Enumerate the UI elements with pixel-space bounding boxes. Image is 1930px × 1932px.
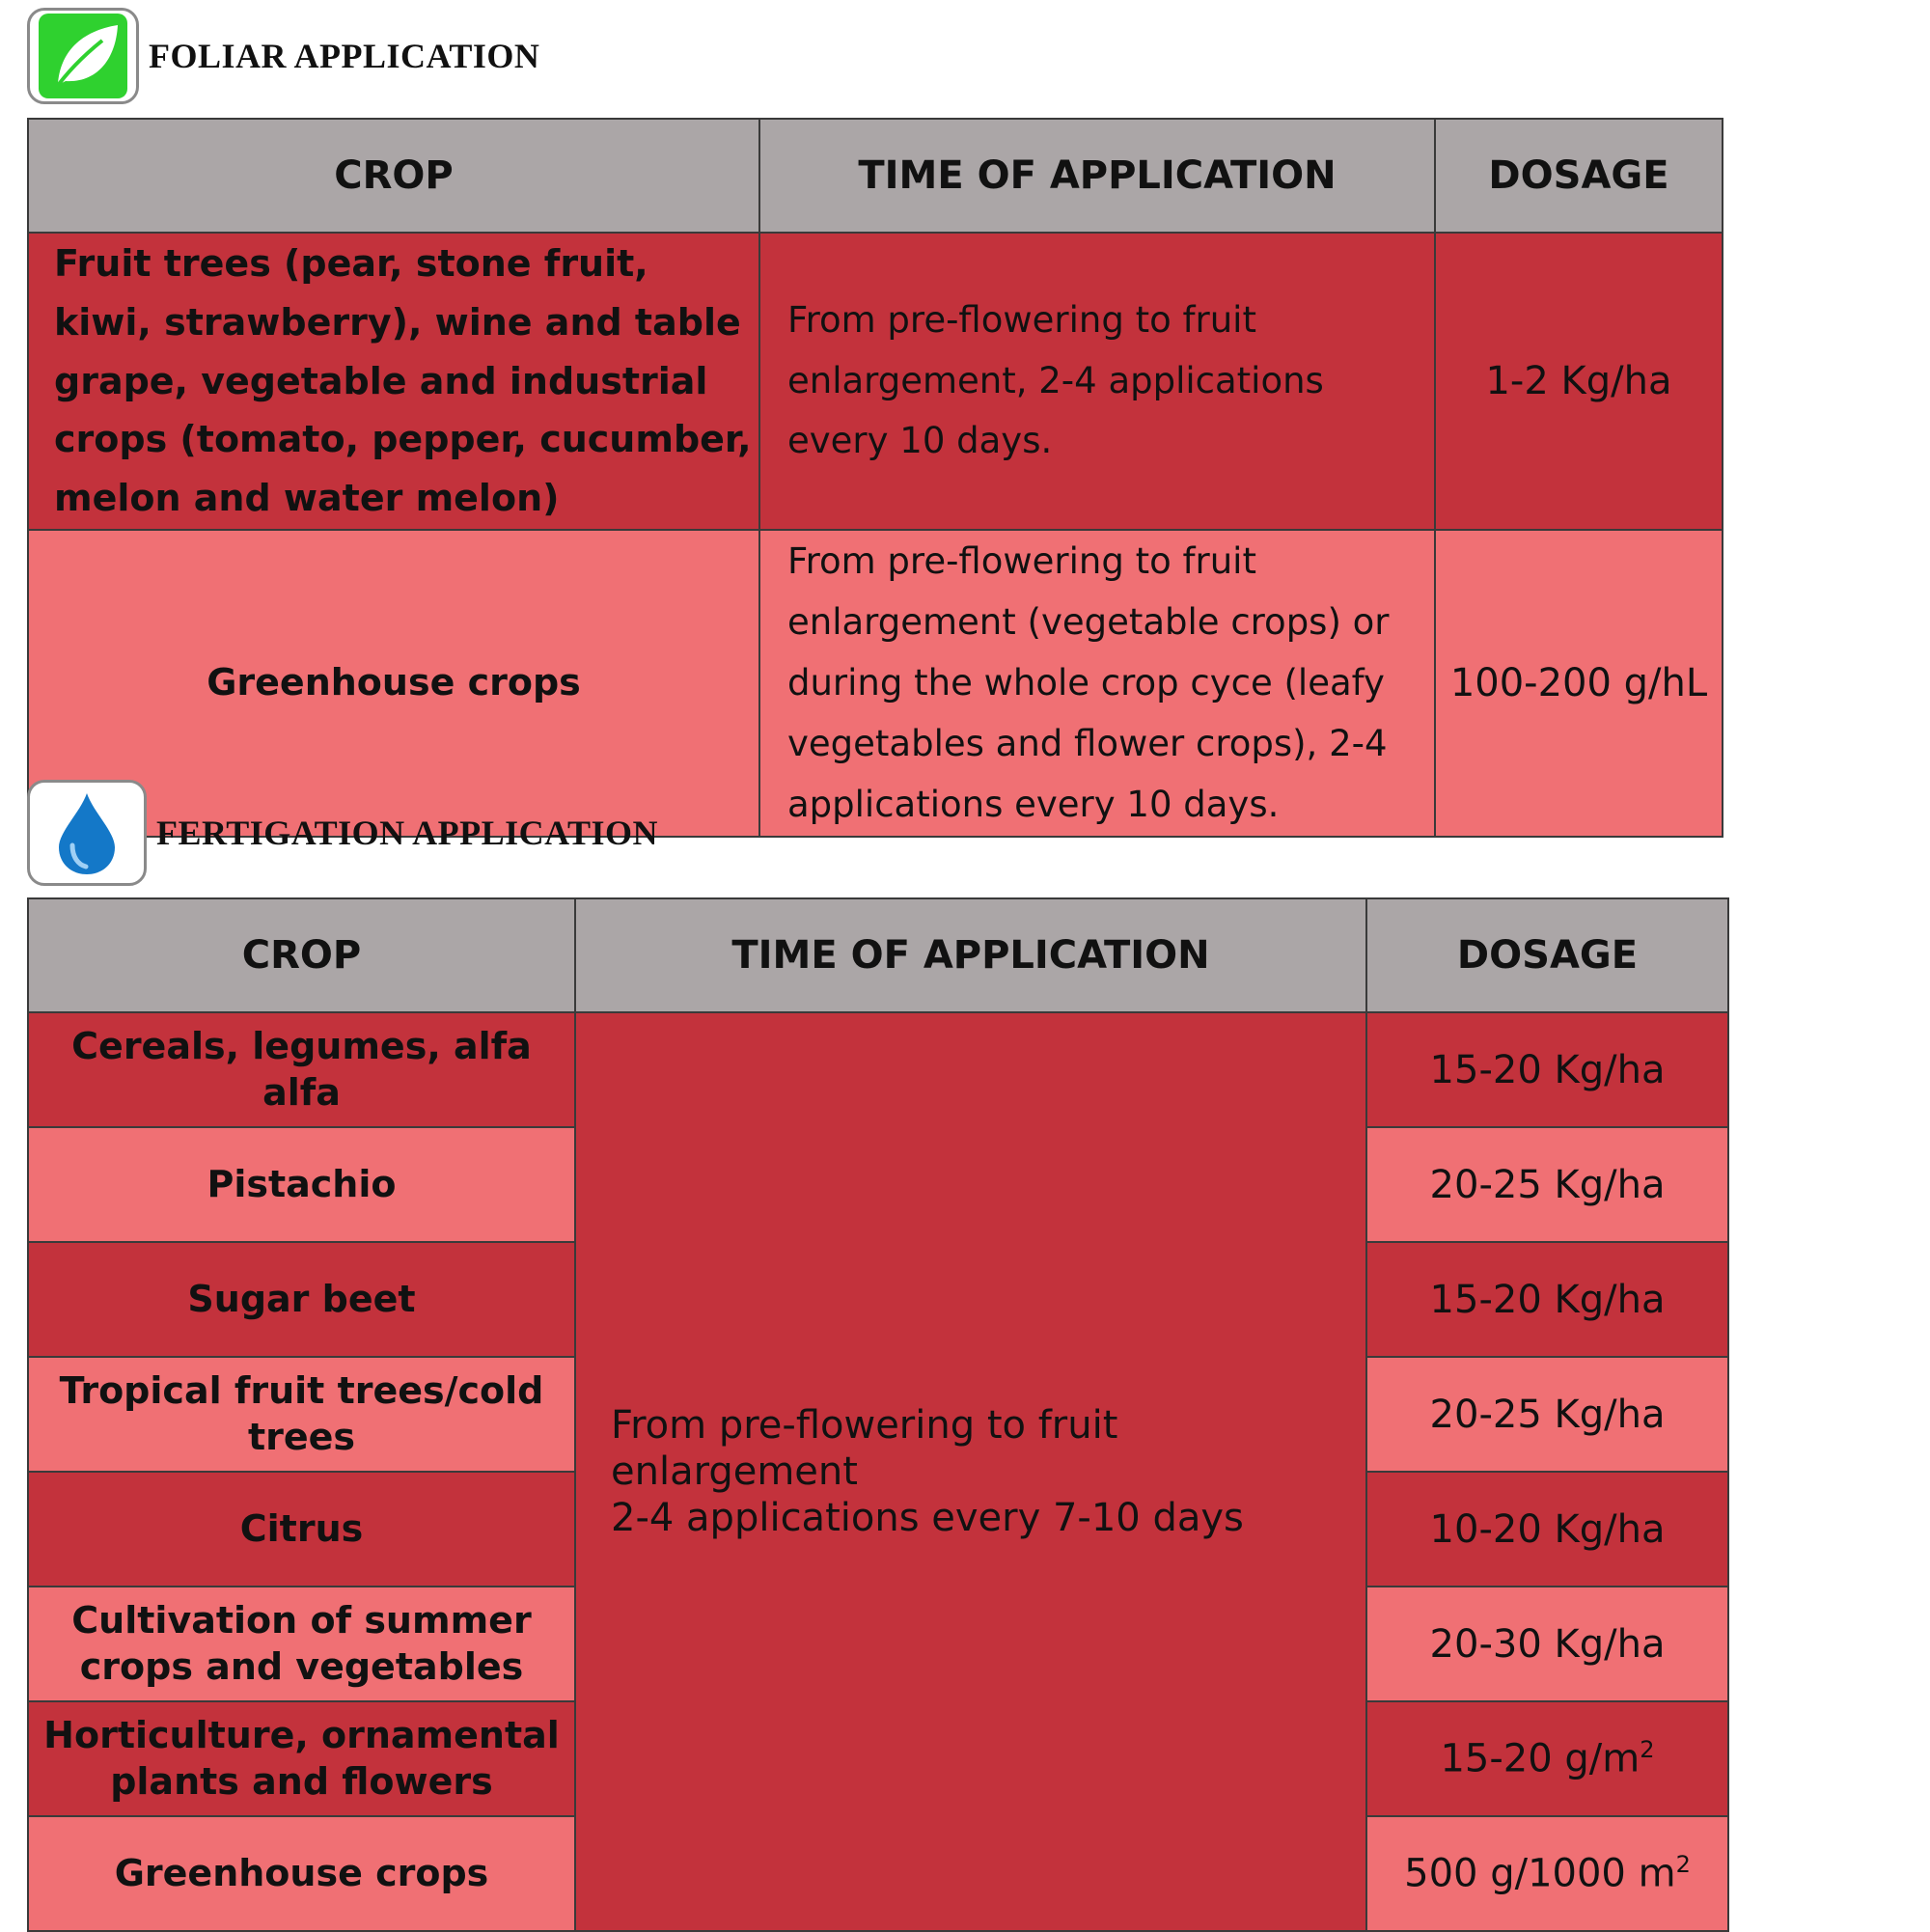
fertigation-crop-cell: Pistachio [28, 1127, 575, 1242]
fertigation-dosage-cell [1366, 1701, 1728, 1816]
fertigation-section-title: FERTIGATION APPLICATION [156, 814, 658, 852]
water-drop-icon-box [27, 780, 147, 886]
fertigation-crop-cell: Cultivation of summer crops and vegetables [28, 1587, 575, 1701]
fertigation-dosage-cell: 15-20 Kg/ha [1366, 1012, 1728, 1127]
fertigation-dosage-cell: 20-25 Kg/ha [1366, 1357, 1728, 1472]
fertigation-header-time: TIME OF APPLICATION [575, 898, 1366, 1012]
foliar-header-time: TIME OF APPLICATION [759, 119, 1435, 233]
fertigation-dosage-cell: 15-20 Kg/ha [1366, 1242, 1728, 1357]
foliar-dosage-cell: 100-200 g/hL [1435, 530, 1723, 837]
fertigation-dosage-cell [1366, 1816, 1728, 1931]
leaf-icon-box [27, 8, 139, 104]
fertigation-time-line2: 2-4 applications every 7-10 days [611, 1496, 1244, 1540]
fertigation-crop-cell: Citrus [28, 1472, 575, 1587]
dosage-value: 15-20 g/m [1440, 1736, 1640, 1781]
fertigation-header-crop: CROP [28, 898, 575, 1012]
fertigation-crop-cell: Horticulture, ornamental plants and flowers [28, 1701, 575, 1816]
foliar-crop-cell: Greenhouse crops [28, 530, 759, 837]
table-row [28, 233, 1723, 530]
foliar-crop-cell: Fruit trees (pear, stone fruit, kiwi, strawberry), wine and table grape, vegetable and industrial crops (tomato, pepper, cucumber, melon and water melon) [28, 233, 759, 530]
foliar-header-crop: CROP [28, 119, 759, 233]
foliar-time-cell: From pre-flowering to fruit enlargement (vegetable crops) or during the whole crop cyce (leafy vegetables and flower crops), 2-4 applications every 10 days. [759, 530, 1435, 837]
foliar-header-row [28, 119, 1723, 233]
foliar-header-dosage: DOSAGE [1435, 119, 1723, 233]
foliar-table [27, 118, 1723, 838]
fertigation-crop-cell: Tropical fruit trees/cold trees [28, 1357, 575, 1472]
foliar-time-cell: From pre-flowering to fruit enlargement, 2-4 applications every 10 days. [759, 233, 1435, 530]
fertigation-header-dosage: DOSAGE [1366, 898, 1728, 1012]
foliar-section-header [27, 8, 539, 104]
fertigation-dosage-cell: 10-20 Kg/ha [1366, 1472, 1728, 1587]
fertigation-section-header [27, 780, 658, 886]
fertigation-dosage-cell: 20-30 Kg/ha [1366, 1587, 1728, 1701]
fertigation-header-row [28, 898, 1728, 1012]
fertigation-crop-cell: Cereals, legumes, alfa alfa [28, 1012, 575, 1127]
fertigation-crop-cell: Sugar beet [28, 1242, 575, 1357]
fertigation-table [27, 897, 1729, 1932]
fertigation-time-cell [575, 1012, 1366, 1931]
fertigation-dosage-cell: 20-25 Kg/ha [1366, 1127, 1728, 1242]
foliar-dosage-cell: 1-2 Kg/ha [1435, 233, 1723, 530]
dosage-superscript: 2 [1675, 1851, 1691, 1879]
leaf-icon [39, 14, 127, 98]
fertigation-time-line1: From pre-flowering to fruit enlargement [611, 1403, 1118, 1494]
table-row [28, 1012, 1728, 1127]
water-drop-icon [53, 789, 121, 876]
fertigation-crop-cell: Greenhouse crops [28, 1816, 575, 1931]
dosage-value: 500 g/1000 m [1404, 1851, 1676, 1896]
foliar-section-title: FOLIAR APPLICATION [149, 37, 540, 75]
dosage-superscript: 2 [1640, 1736, 1655, 1764]
